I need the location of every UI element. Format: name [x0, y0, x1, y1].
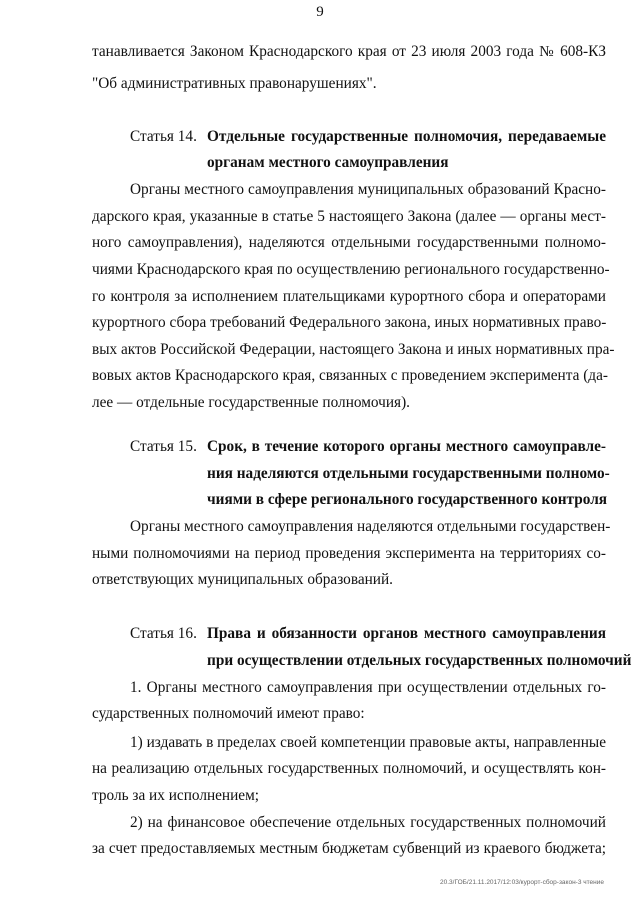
article-16-line-5: троль за их исполнением; [92, 787, 260, 804]
article-16-title-line-1: Права и обязанности органов местного самоуправления [207, 625, 606, 642]
article-14-title-line-1: Отдельные государственные полномочия, передаваемые [207, 128, 606, 145]
article-15-line-3: ответствующих муниципальных образований. [92, 571, 394, 588]
page-number: 9 [316, 4, 324, 20]
intro-line-2: "Об административных правонарушениях". [92, 75, 377, 92]
article-15-label [130, 437, 197, 457]
article-16-line-2: сударственных полномочий имеют право: [92, 705, 365, 722]
article-14-line-9: лее — отдельные государственные полномочия). [92, 394, 410, 411]
article-15-line-2: ными полномочиями на период проведения эксперимента на территориях со- [92, 545, 606, 562]
article-16-label [130, 624, 197, 644]
document-footer-code: 20.3/ГОБ/21.11.2017/12:03/курорт-сбор-закон-3 чтение [439, 879, 604, 886]
article-15-title-line-3: чиями в сфере регионального государственного контроля [207, 491, 608, 508]
article-14-line-4: чиями Краснодарского края по осуществлению регионального государственно- [92, 261, 610, 278]
article-15-title-line-1: Срок, в течение которого органы местного самоуправле- [207, 438, 606, 455]
article-16-line-1: 1. Органы местного самоуправления при осуществлении отдельных го- [130, 679, 606, 696]
intro-line-1: танавливается Законом Краснодарского края от 23 июля 2003 года № 608-КЗ [92, 43, 606, 60]
article-14-line-7: вых актов Российской Федерации, настоящего Закона и иных нормативных пра- [92, 341, 615, 358]
article-16-line-6: 2) на финансовое обеспечение отдельных государственных полномочий [130, 814, 606, 831]
article-16-line-7: за счет предоставляемых местным бюджетам субвенций из краевого бюджета; [92, 840, 606, 857]
article-14-label [130, 127, 197, 147]
article-label: Статья 15. [130, 438, 197, 455]
article-15-title-line-2: ния наделяются отдельными государственными полномо- [207, 465, 610, 482]
article-14-line-6: курортного сбора требований Федерального закона, иных нормативных право- [92, 314, 607, 331]
article-14-line-5: го контроля за исполнением плательщиками курортного сбора и операторами [92, 288, 606, 305]
article-16-line-4: на реализацию отдельных государственных полномочий, и осуществлять кон- [92, 760, 606, 777]
article-14-line-1: Органы местного самоуправления муниципальных образований Красно- [130, 181, 606, 198]
article-16-title-line-2: при осуществлении отдельных государственных полномочий [207, 652, 632, 669]
article-14-title-line-2: органам местного самоуправления [207, 154, 449, 171]
article-14-line-3: ного самоуправления), наделяются отдельными государственными полномо- [92, 234, 606, 251]
article-label: Статья 16. [130, 625, 197, 642]
article-15-line-1: Органы местного самоуправления наделяются отдельными государствен- [130, 518, 611, 535]
article-14-line-2: дарского края, указанные в статье 5 настоящего Закона (далее — органы мест- [92, 208, 606, 225]
article-label: Статья 14. [130, 128, 197, 145]
article-14-line-8: вовых актов Краснодарского края, связанных с проведением эксперимента (да- [92, 367, 608, 384]
article-16-line-3: 1) издавать в пределах своей компетенции правовые акты, направленные [130, 734, 606, 751]
